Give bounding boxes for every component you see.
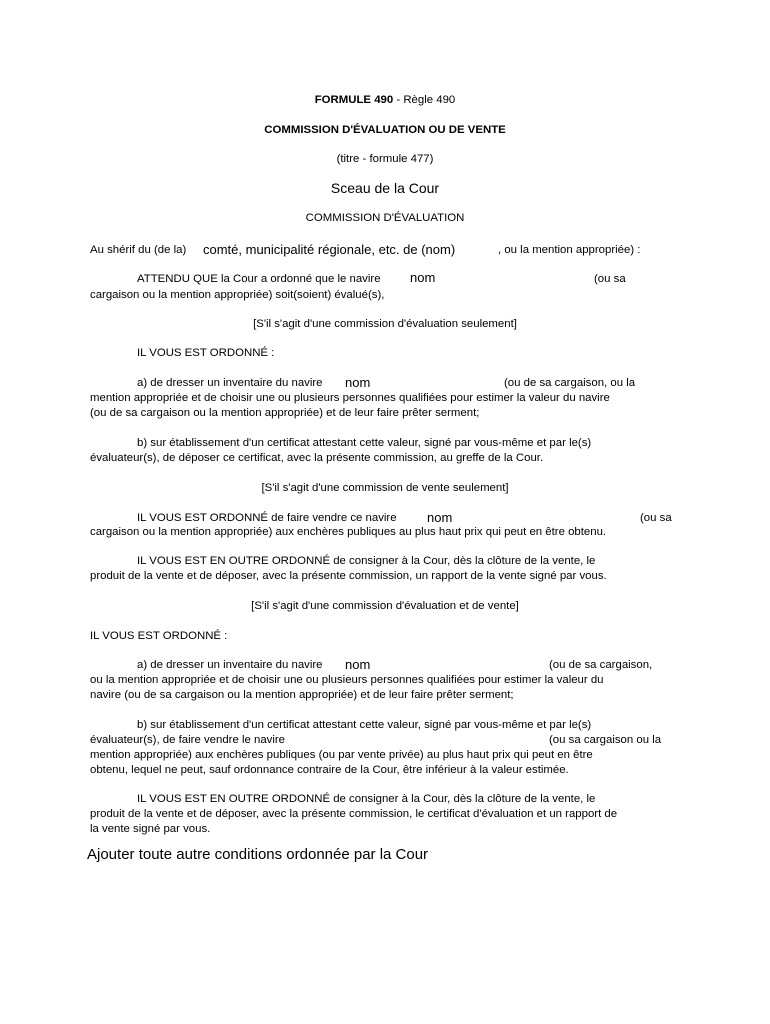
section3-outre1: IL VOUS EST EN OUTRE ORDONNÉ de consigner à la Cour, dès la clôture de la vente, le [137,793,596,805]
section3-b-line3: mention appropriée) aux enchères publiques (ou par vente privée) au plus haut prix qui peut en être [90,749,593,761]
address-prefix: Au shérif du (de la) [90,244,187,256]
section2-text-end: (ou sa [640,512,672,524]
section1-ordonne: IL VOUS EST ORDONNÉ : [137,347,275,359]
form-number-bold: FORMULE 490 [314,94,394,106]
section1-a-text: a) de dresser un inventaire du navire [137,377,323,389]
section3-a-line2: ou la mention appropriée et de choisir une ou plusieurs personnes qualifiées pour estimer la valeur du [90,674,604,686]
title-note: (titre - formule 477) [336,153,434,165]
section3-b-line2b: (ou sa cargaison ou la [549,734,662,746]
section-subtitle: COMMISSION D'ÉVALUATION [305,212,465,224]
ship-name-field-4[interactable]: nom [345,657,371,672]
address-suffix: , ou la mention appropriée) : [498,244,641,256]
section3-b-line4: obtenu, lequel ne peut, sauf ordonnance contraire de la Cour, être inférieur à la valeur estimée. [90,764,569,776]
section3-a-text: a) de dresser un inventaire du navire [137,659,323,671]
section1-heading: [S'il s'agit d'une commission d'évaluation seulement] [253,318,517,330]
section1-a-line3: (ou de sa cargaison ou la mention appropriée) et de leur faire prêter serment; [90,407,480,419]
section1-b-line1: b) sur établissement d'un certificat attestant cette valeur, signé par vous-même et par le(s) [137,437,592,449]
section2-outre1: IL VOUS EST EN OUTRE ORDONNÉ de consigner à la Cour, dès la clôture de la vente, le [137,555,596,567]
sheriff-jurisdiction-field[interactable]: comté, municipalité régionale, etc. de (nom) [203,242,456,257]
section3-a-text-end: (ou de sa cargaison, [549,659,653,671]
section1-a-line2: mention appropriée et de choisir une ou plusieurs personnes qualifiées pour estimer la valeur du navire [90,392,610,404]
ship-name-field-3[interactable]: nom [427,510,453,525]
form-number [0,93,770,108]
additional-conditions-field[interactable]: Ajouter toute autre conditions ordonnée par la Cour [87,846,429,863]
attendu-line2: cargaison ou la mention appropriée) soit(soient) évalué(s), [90,289,385,301]
attendu-text: ATTENDU QUE la Cour a ordonné que le navire [137,273,381,285]
ship-name-field-2[interactable]: nom [345,375,371,390]
court-seal-label: Sceau de la Cour [330,180,440,196]
document-title: COMMISSION D'ÉVALUATION OU DE VENTE [264,124,506,136]
form-rule: - Règle 490 [393,94,456,106]
section3-a-line3: navire (ou de sa cargaison ou la mention appropriée) et de leur faire prêter serment; [90,689,514,701]
section3-b-line2a: évaluateur(s), de faire vendre le navire [90,734,286,746]
section1-a-text-end: (ou de sa cargaison, ou la [504,377,636,389]
section2-outre2: produit de la vente et de déposer, avec la présente commission, un rapport de la vente signé par vous. [90,570,607,582]
section3-outre2: produit de la vente et de déposer, avec la présente commission, le certificat d'évaluation et un rapport de [90,808,618,820]
ship-name-field-1[interactable]: nom [410,270,436,285]
section2-line2: cargaison ou la mention appropriée) aux enchères publiques au plus haut prix qui peut en être obtenu. [90,526,607,538]
attendu-text-end: (ou sa [594,273,626,285]
section3-ordonne: IL VOUS EST ORDONNÉ : [90,630,228,642]
section2-text: IL VOUS EST ORDONNÉ de faire vendre ce navire [137,512,397,524]
section1-b-line2: évaluateur(s), de déposer ce certificat, avec la présente commission, au greffe de la Cour. [90,452,544,464]
section2-heading: [S'il s'agit d'une commission de vente seulement] [261,482,509,494]
section3-b-line1: b) sur établissement d'un certificat attestant cette valeur, signé par vous-même et par le(s) [137,719,592,731]
section3-heading: [S'il s'agit d'une commission d'évaluation et de vente] [251,600,519,612]
section3-outre3: la vente signé par vous. [90,823,211,835]
